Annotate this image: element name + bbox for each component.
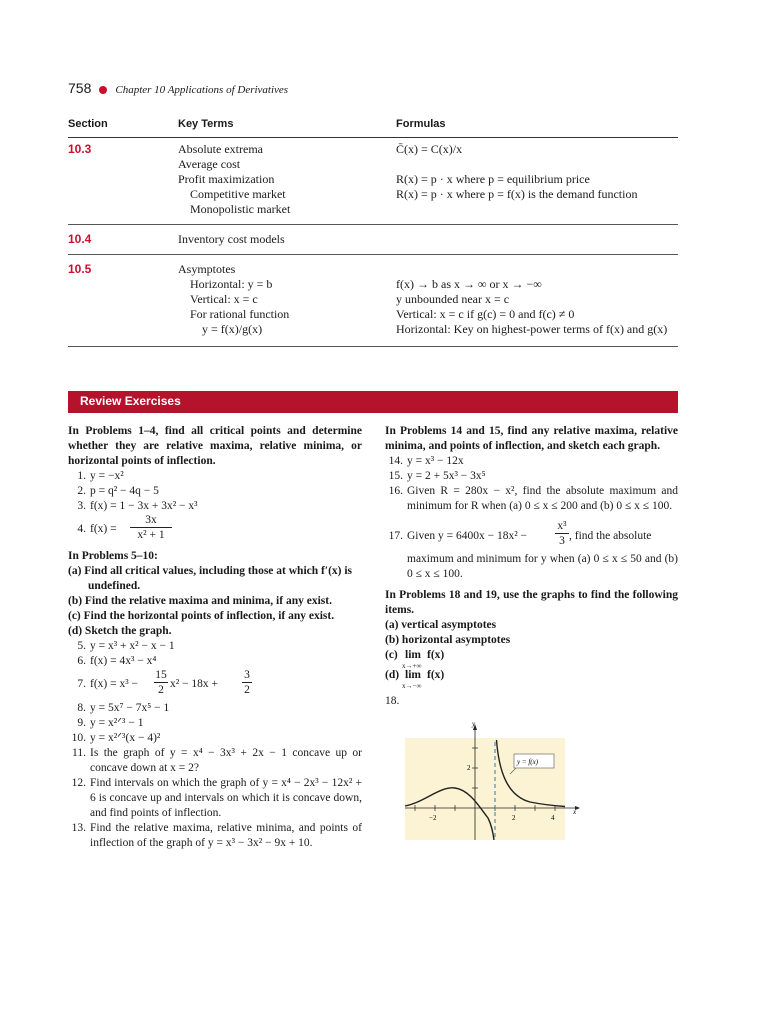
problem-3: 3. f(x) = 1 − 3x + 3x² − x³ bbox=[77, 500, 198, 512]
table-rule bbox=[68, 346, 678, 347]
formulas-10-3 bbox=[396, 142, 637, 202]
problem-11: 11. Is the graph of y = x⁴ − 3x³ + 2x − 1 concave up or concave down at x = 2? bbox=[72, 747, 362, 774]
terms-10-5 bbox=[178, 262, 289, 337]
problem-4: 4. f(x) = 3x x² + 1 bbox=[68, 514, 362, 544]
page-header bbox=[68, 80, 288, 97]
problem-16: 16. Given R = 280x − x², find the absolute maximum and minimum for R when (a) 0 ≤ x ≤ 200 and (b) 0 ≤ x ≤ 100. bbox=[388, 485, 678, 512]
term: Vertical: x = c bbox=[190, 292, 258, 306]
formula: R(x) = p · x where p = f(x) is the demand function bbox=[396, 187, 638, 201]
term: Asymptotes bbox=[178, 262, 236, 276]
instructions: In Problems 1–4, find all critical points and determine whether they are relative maxima, relative minima, or horizontal points of inflection. bbox=[68, 425, 362, 467]
banner-title: Review Exercises bbox=[80, 394, 181, 408]
section-10-4: 10.4 bbox=[68, 232, 92, 246]
instruction-item: (a) Find all critical values, including those at which f′(x) is undefined. bbox=[68, 565, 353, 592]
section-10-5: 10.5 bbox=[68, 262, 92, 276]
curve-label: y = f(x) bbox=[517, 758, 539, 766]
table-rule bbox=[68, 254, 678, 255]
graph-background bbox=[405, 738, 565, 840]
instruction-item: (a) vertical asymptotes bbox=[385, 619, 497, 631]
formula bbox=[396, 157, 637, 172]
problem-6: 6. f(x) = 4x³ − x⁴ bbox=[77, 655, 157, 667]
term: For rational function bbox=[190, 307, 290, 321]
problem-1: 1. y = −x² bbox=[77, 470, 124, 482]
problem-5: 5. y = x³ + x² − x − 1 bbox=[77, 640, 175, 652]
problem-15: 15. y = 2 + 5x³ − 3x⁵ bbox=[388, 470, 486, 482]
instruction-item: (b) Find the relative maxima and minima, if any exist. bbox=[68, 595, 332, 607]
instruction-item: (d) lim x→−∞ f(x) bbox=[385, 669, 445, 690]
problem-2: 2. p = q² − 4q − 5 bbox=[77, 485, 159, 497]
y-axis-label: y bbox=[472, 720, 476, 728]
problem-18-graph bbox=[400, 718, 590, 844]
col-header-key-terms: Key Terms bbox=[178, 118, 234, 130]
problem-14: 14. y = x³ − 12x bbox=[388, 455, 464, 467]
bullet-icon bbox=[99, 86, 107, 94]
problem-8: 8. y = 5x⁷ − 7x⁵ − 1 bbox=[77, 702, 170, 714]
formula: Horizontal: Key on highest-power terms of f(x) and g(x) bbox=[396, 322, 668, 336]
term: Absolute extrema bbox=[178, 142, 263, 156]
problem-7: 7. f(x) = x³ − 15 2 x² − 18x + 3 2 bbox=[68, 669, 362, 701]
instruction-item: (d) Sketch the graph. bbox=[68, 625, 172, 637]
review-exercises-banner bbox=[68, 391, 678, 413]
problem-12: 12. Find intervals on which the graph of y = x⁴ − 2x³ − 12x² + 6 is concave up and intervals on which it is concave down, and find points of inflection. bbox=[71, 777, 362, 819]
instruction-item: (b) horizontal asymptotes bbox=[385, 634, 511, 646]
formula: f(x) → b as x → ∞ or x → −∞ bbox=[396, 277, 542, 291]
table-rule bbox=[68, 137, 678, 138]
table-rule bbox=[68, 224, 678, 225]
chapter-title: Chapter 10 Applications of Derivatives bbox=[115, 84, 289, 96]
formulas-10-5 bbox=[396, 262, 667, 337]
term: Horizontal: y = b bbox=[190, 277, 273, 291]
col-header-section: Section bbox=[68, 118, 108, 130]
right-column bbox=[385, 424, 678, 709]
problem-10: 10. y = x²ᐟ³(x − 4)² bbox=[71, 732, 161, 744]
instructions: In Problems 18 and 19, use the graphs to find the following items. bbox=[385, 589, 678, 616]
problem-17: 17. Given y = 6400x − 18x² − x³ 3 , find the absolute bbox=[388, 520, 652, 547]
term: Inventory cost models bbox=[178, 232, 285, 246]
problem-18: 18. bbox=[385, 695, 400, 707]
instruction-item: (c) Find the horizontal points of inflection, if any exist. bbox=[68, 610, 335, 622]
term: y = f(x)/g(x) bbox=[202, 322, 263, 336]
col-header-formulas: Formulas bbox=[396, 118, 446, 130]
terms-10-3 bbox=[178, 142, 290, 217]
formula: y unbounded near x = c bbox=[396, 292, 510, 306]
instruction-item: (c) lim x→+∞ f(x) bbox=[385, 649, 445, 670]
formula bbox=[396, 262, 667, 277]
formula: R(x) = p · x where p = equilibrium price bbox=[396, 172, 590, 186]
x-tick-label: −2 bbox=[429, 814, 437, 822]
instructions: In Problems 14 and 15, find any relative maxima, relative minima, and points of inflection, and sketch each graph. bbox=[385, 425, 678, 452]
term: Monopolistic market bbox=[190, 202, 291, 216]
section-10-3: 10.3 bbox=[68, 142, 92, 156]
problem-17-cont: maximum and minimum for y when (a) 0 ≤ x ≤ 50 and (b) 0 ≤ x ≤ 100. bbox=[407, 553, 678, 580]
instructions: In Problems 5–10: bbox=[68, 550, 158, 562]
term: Competitive market bbox=[190, 187, 286, 201]
x-tick-label: 4 bbox=[551, 814, 555, 822]
y-tick-label: 2 bbox=[467, 764, 471, 772]
term: Profit maximization bbox=[178, 172, 275, 186]
x-tick-label: 2 bbox=[512, 814, 516, 822]
problem-9: 9. y = x²ᐟ³ − 1 bbox=[77, 717, 144, 729]
left-column bbox=[68, 424, 362, 851]
formula: Vertical: x = c if g(c) = 0 and f(c) ≠ 0 bbox=[396, 307, 575, 321]
term: Average cost bbox=[178, 157, 241, 171]
page-number: 758 bbox=[68, 80, 92, 96]
x-axis-label: x bbox=[573, 808, 577, 816]
problem-13: 13. Find the relative maxima, relative minima, and points of inflection of the graph of y = x³ − 3x² − 9x + 10. bbox=[71, 822, 362, 849]
formula: C̄(x) = C(x)/x bbox=[396, 142, 463, 156]
